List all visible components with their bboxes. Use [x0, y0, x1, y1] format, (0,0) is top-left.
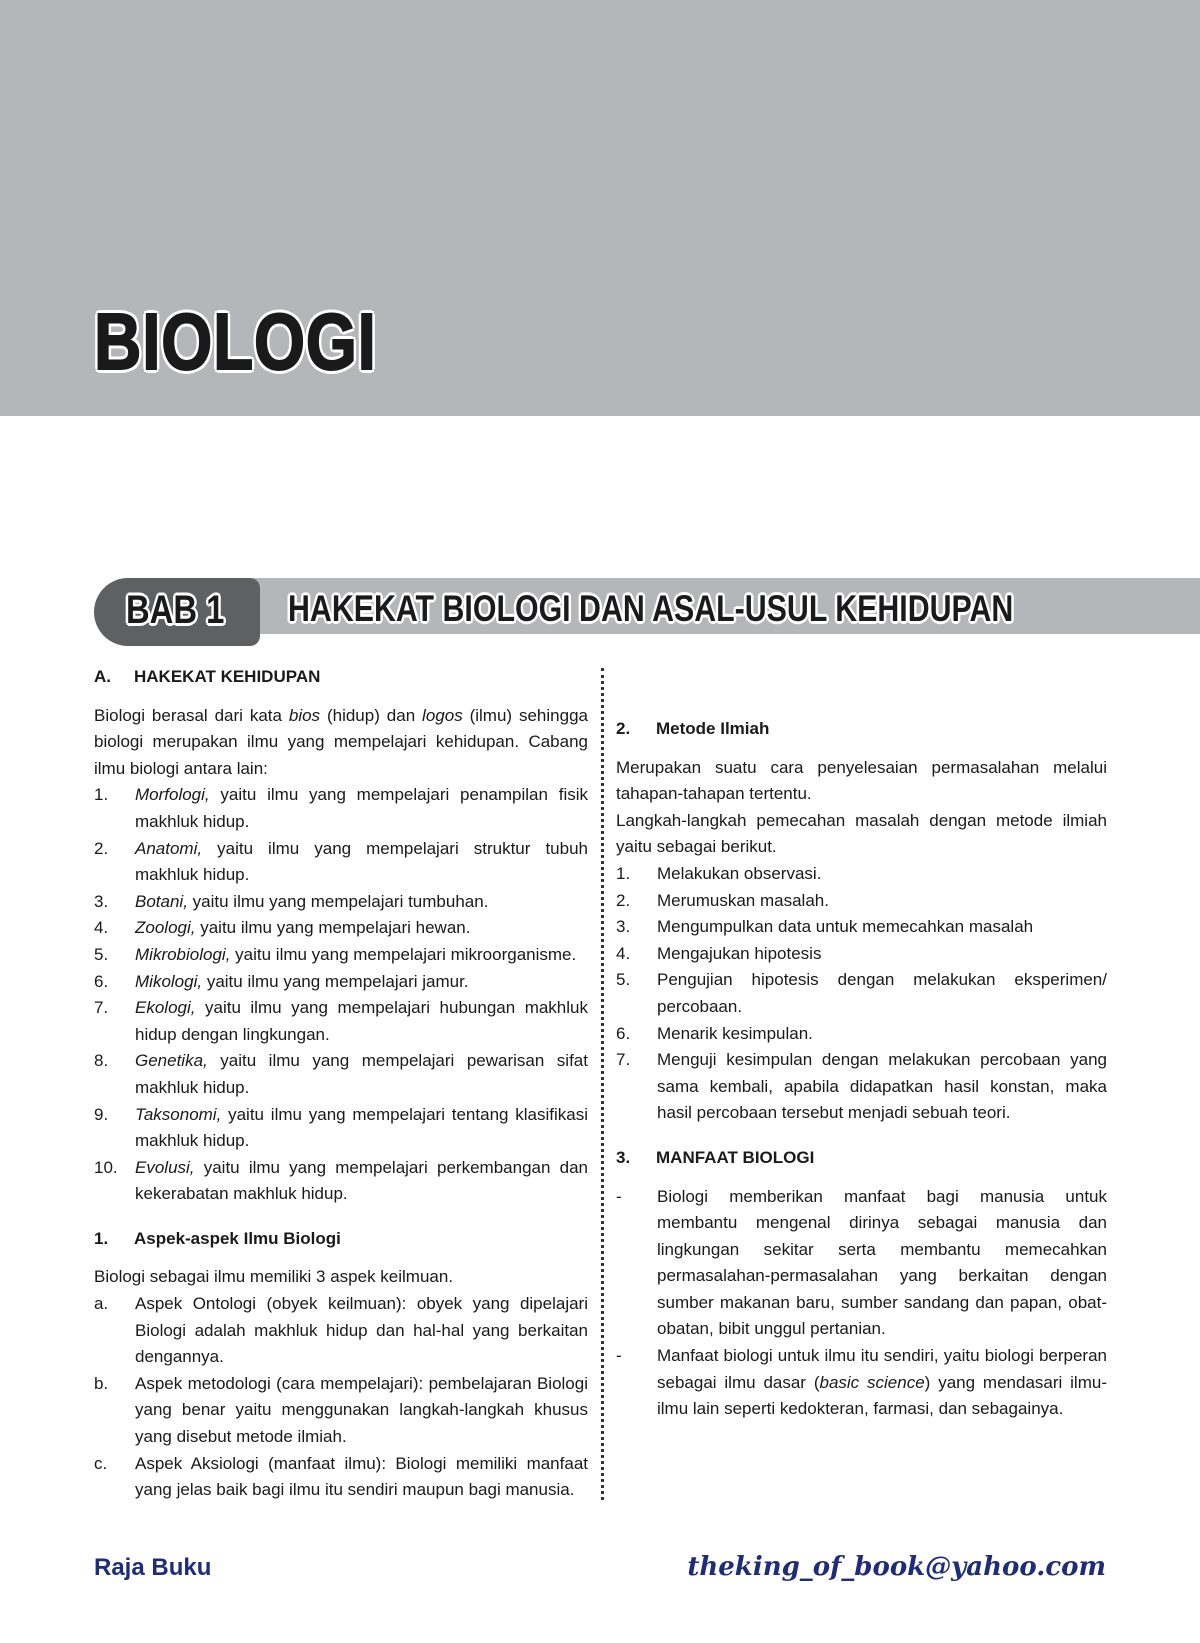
list-item: 6. Menarik kesimpulan. [616, 1023, 813, 1043]
section-title: HAKEKAT KEHIDUPAN [134, 667, 321, 686]
list-item: 2. Anatomi, yaitu ilmu yang mempelajari struktur tubuh makhluk hidup. [94, 838, 588, 885]
publisher-name: Raja Buku [94, 1554, 212, 1581]
list-item: 6. Mikologi, yaitu ilmu yang mempelajari jamur. [94, 971, 469, 991]
list-item: - Manfaat biologi untuk ilmu itu sendiri, yaitu biologi berperan sebagai ilmu dasar (basic science) yang mendasari ilmu-ilmu lain seperti kedokteran, farmasi, dan sebagainya. [616, 1346, 1107, 1419]
list-item: 3. Mengumpulkan data untuk memecahkan masalah [616, 917, 1034, 937]
list-item: 1. Melakukan observasi. [616, 863, 822, 883]
list-item: 1. Morfologi, yaitu ilmu yang mempelajari penampilan fisik makhluk hidup. [94, 785, 588, 831]
list-item: 5. Mikrobiologi, yaitu ilmu yang mempelajari mikroorganisme. [94, 944, 577, 964]
list-item: 4. Mengajukan hipotesis [616, 943, 822, 963]
left-column [94, 664, 588, 1504]
list-item: 7. Ekologi, yaitu ilmu yang mempelajari hubungan makhluk hidup dengan lingkungan. [94, 998, 588, 1044]
aspects-intro: Biologi sebagai ilmu memiliki 3 aspek keilmuan. [94, 1267, 454, 1287]
list-item: 8. Genetika, yaitu ilmu yang mempelajari pewarisan sifat makhluk hidup. [94, 1051, 588, 1097]
method-steps [616, 861, 1107, 1127]
benefits-list [616, 1184, 1107, 1423]
section-title: MANFAAT BIOLOGI [656, 1147, 815, 1167]
method-intro-1: Merupakan suatu cara penyelesaian permasalahan melalui tahapan-tahapan tertentu. [616, 757, 1107, 804]
contact-email: theking_of_book@yahoo.com [687, 1552, 1106, 1582]
list-item: 9. Taksonomi, yaitu ilmu yang mempelajari tentang klasifikasi makhluk hidup. [94, 1104, 588, 1151]
section-number: 2. [616, 719, 631, 738]
right-column [616, 716, 1107, 1423]
list-item: b. Aspek metodologi (cara mempelajari): pembelajaran Biologi yang benar yaitu menggunakan langkah-langkah khusus yang disebut metode ilmiah. [94, 1373, 588, 1447]
list-item: 4. Zoologi, yaitu ilmu yang mempelajari hewan. [94, 918, 471, 938]
method-intro-2: Langkah-langkah pemecahan masalah dengan metode ilmiah yaitu sebagai berikut. [616, 810, 1107, 857]
branch-list [94, 782, 588, 1208]
term-bios: bios [288, 705, 321, 725]
method-heading [616, 716, 1107, 743]
book-title: BIOLOGI [94, 297, 377, 386]
list-item: 5. Pengujian hipotesis dengan melakukan eksperimen/ percobaan. [616, 970, 1107, 1016]
benefits-heading [616, 1145, 1107, 1172]
list-item: a. Aspek Ontologi (obyek keilmuan): obyek yang dipelajari Biologi adalah makhluk hidup dan hal-hal yang berkaitan dengannya. [94, 1294, 588, 1367]
list-item: 10. Evolusi, yaitu ilmu yang mempelajari perkembangan dan kekerabatan makhluk hidup. [94, 1157, 588, 1204]
chapter-label: BAB 1 [126, 588, 225, 632]
list-item: 2. Merumuskan masalah. [616, 890, 829, 910]
chapter-title: HAKEKAT BIOLOGI DAN ASAL-USUL KEHIDUPAN [288, 588, 1014, 629]
section-a-heading [94, 664, 588, 691]
term-logos: logos [422, 705, 463, 725]
aspects-heading [94, 1226, 588, 1253]
list-item: 7. Menguji kesimpulan dengan melakukan percobaan yang sama kembali, apabila didapatkan hasil konstan, maka hasil percobaan tersebut menjadi sebuah teori. [616, 1050, 1107, 1123]
term-basic-science: basic science [819, 1372, 925, 1392]
section-number: 1. [94, 1228, 109, 1248]
aspects-list [94, 1291, 588, 1504]
list-item: - Biologi memberikan manfaat bagi manusia untuk membantu mengenal dirinya sebagai manusia dan lingkungan sekitar serta membantu memecahkan permasalahan-permasalahan yang berkaitan dengan sumber makanan baru, sumber sandang dan papan, obat-obatan, bibit unggul pertanian. [616, 1186, 1107, 1339]
list-item: c. Aspek Aksiologi (manfaat ilmu): Biologi memiliki manfaat yang jelas baik bagi ilmu itu sendiri maupun bagi manusia. [94, 1453, 588, 1500]
section-title: Aspek-aspek Ilmu Biologi [134, 1228, 341, 1248]
intro-paragraph: Biologi berasal dari kata bios (hidup) dan logos (ilmu) sehingga biologi merupakan ilmu yang mempelajari kehidupan. Cabang ilmu biologi antara lain: [94, 705, 588, 778]
section-number: 3. [616, 1147, 631, 1167]
column-divider [601, 668, 604, 1500]
section-number: A. [94, 667, 111, 686]
list-item: 3. Botani, yaitu ilmu yang mempelajari tumbuhan. [94, 891, 489, 911]
section-title: Metode Ilmiah [656, 719, 770, 738]
